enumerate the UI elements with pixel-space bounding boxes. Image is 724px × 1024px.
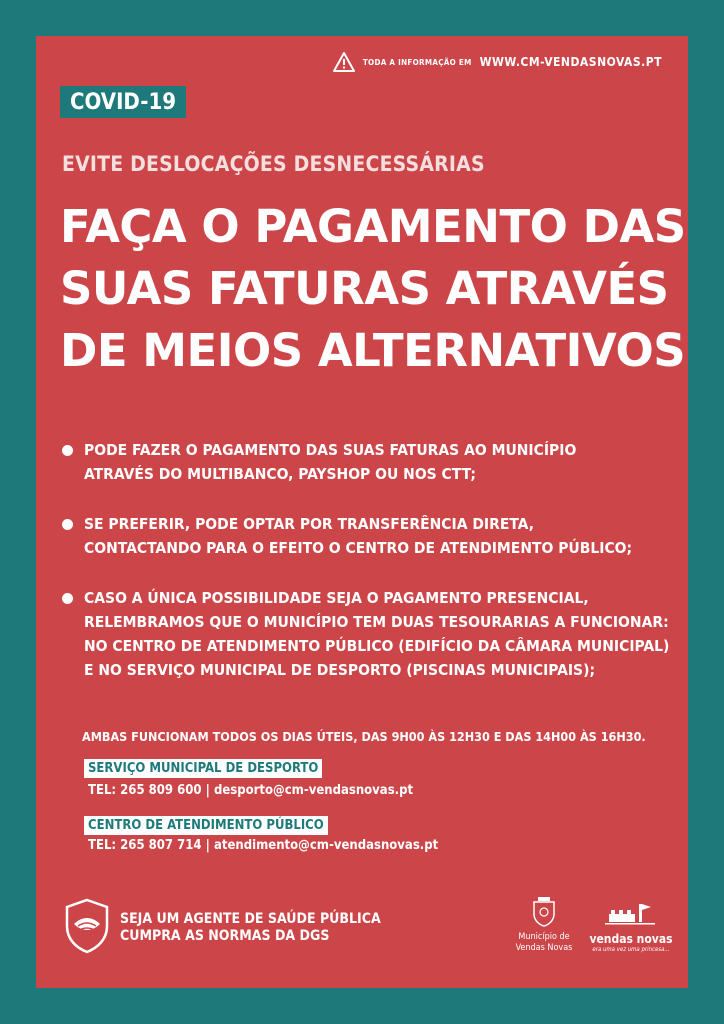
bullet-text: CONTACTANDO PARA O EFEITO O CENTRO DE ATENDIMENTO PÚBLICO; (84, 539, 633, 557)
opening-hours: AMBAS FUNCIONAM TODOS OS DIAS ÚTEIS, DAS 9H00 ÀS 12H30 E DAS 14H00 ÀS 16H30. (82, 729, 646, 744)
bullet-text: CASO A ÚNICA POSSIBILIDADE SEJA O PAGAMENTO PRESENCIAL, (84, 589, 589, 607)
bullet-item (60, 586, 680, 682)
footer-line: SEJA UM AGENTE DE SAÚDE PÚBLICA (120, 911, 381, 927)
headline-line: DE MEIOS ALTERNATIVOS (60, 324, 686, 377)
brand-tagline: era uma vez uma princesa... (592, 946, 670, 953)
headline-line: FAÇA O PAGAMENTO DAS (60, 200, 686, 253)
footer-message (120, 911, 381, 945)
info-prefix: TODA A INFORMAÇÃO EM (362, 57, 472, 67)
subtitle: EVITE DESLOCAÇÕES DESNECESSÁRIAS (62, 152, 485, 176)
municipio-line: Vendas Novas (515, 943, 573, 953)
warning-icon (333, 52, 355, 72)
bullet-list (60, 438, 680, 708)
bullet-text: PODE FAZER O PAGAMENTO DAS SUAS FATURAS AO MUNICÍPIO (84, 441, 577, 459)
municipio-line: Município de (518, 932, 570, 942)
castle-icon (603, 898, 659, 928)
contact-label-atendimento: CENTRO DE ATENDIMENTO PÚBLICO (84, 816, 328, 835)
footer-line: CUMPRA AS NORMAS DA DGS (120, 928, 330, 944)
coat-of-arms-icon (530, 896, 558, 928)
bullet-item (60, 512, 680, 560)
shield-icon (64, 898, 110, 954)
bullet-text: SE PREFERIR, PODE OPTAR POR TRANSFERÊNCIA DIRETA, (84, 515, 535, 533)
contact-info-desporto[interactable]: TEL: 265 809 600 | desporto@cm-vendasnovas.pt (88, 783, 414, 798)
headline (60, 196, 686, 382)
bullet-text: RELEMBRAMOS QUE O MUNICÍPIO TEM DUAS TESOURARIAS A FUNCIONAR: (84, 613, 669, 631)
bullet-dot-icon (62, 445, 73, 456)
brand-name: vendas novas (589, 932, 673, 946)
info-bar (333, 52, 662, 72)
covid-badge: COVID-19 (60, 86, 186, 118)
bullet-text: ATRAVÉS DO MULTIBANCO, PAYSHOP OU NOS CTT; (84, 465, 476, 483)
headline-line: SUAS FATURAS ATRAVÉS (60, 262, 669, 315)
contact-label-desporto: SERVIÇO MUNICIPAL DE DESPORTO (84, 759, 322, 778)
bullet-text: NO CENTRO DE ATENDIMENTO PÚBLICO (EDIFÍCIO DA CÂMARA MUNICIPAL) (84, 637, 670, 655)
bullet-text: E NO SERVIÇO MUNICIPAL DE DESPORTO (PISCINAS MUNICIPAIS); (84, 661, 596, 679)
poster (36, 36, 688, 988)
bullet-dot-icon (62, 519, 73, 530)
municipio-logo (504, 896, 584, 954)
vendas-novas-logo (586, 898, 676, 953)
website-link[interactable]: WWW.CM-VENDASNOVAS.PT (479, 55, 662, 69)
contact-info-atendimento[interactable]: TEL: 265 807 714 | atendimento@cm-vendasnovas.pt (88, 838, 439, 853)
bullet-item (60, 438, 680, 486)
bullet-dot-icon (62, 593, 73, 604)
